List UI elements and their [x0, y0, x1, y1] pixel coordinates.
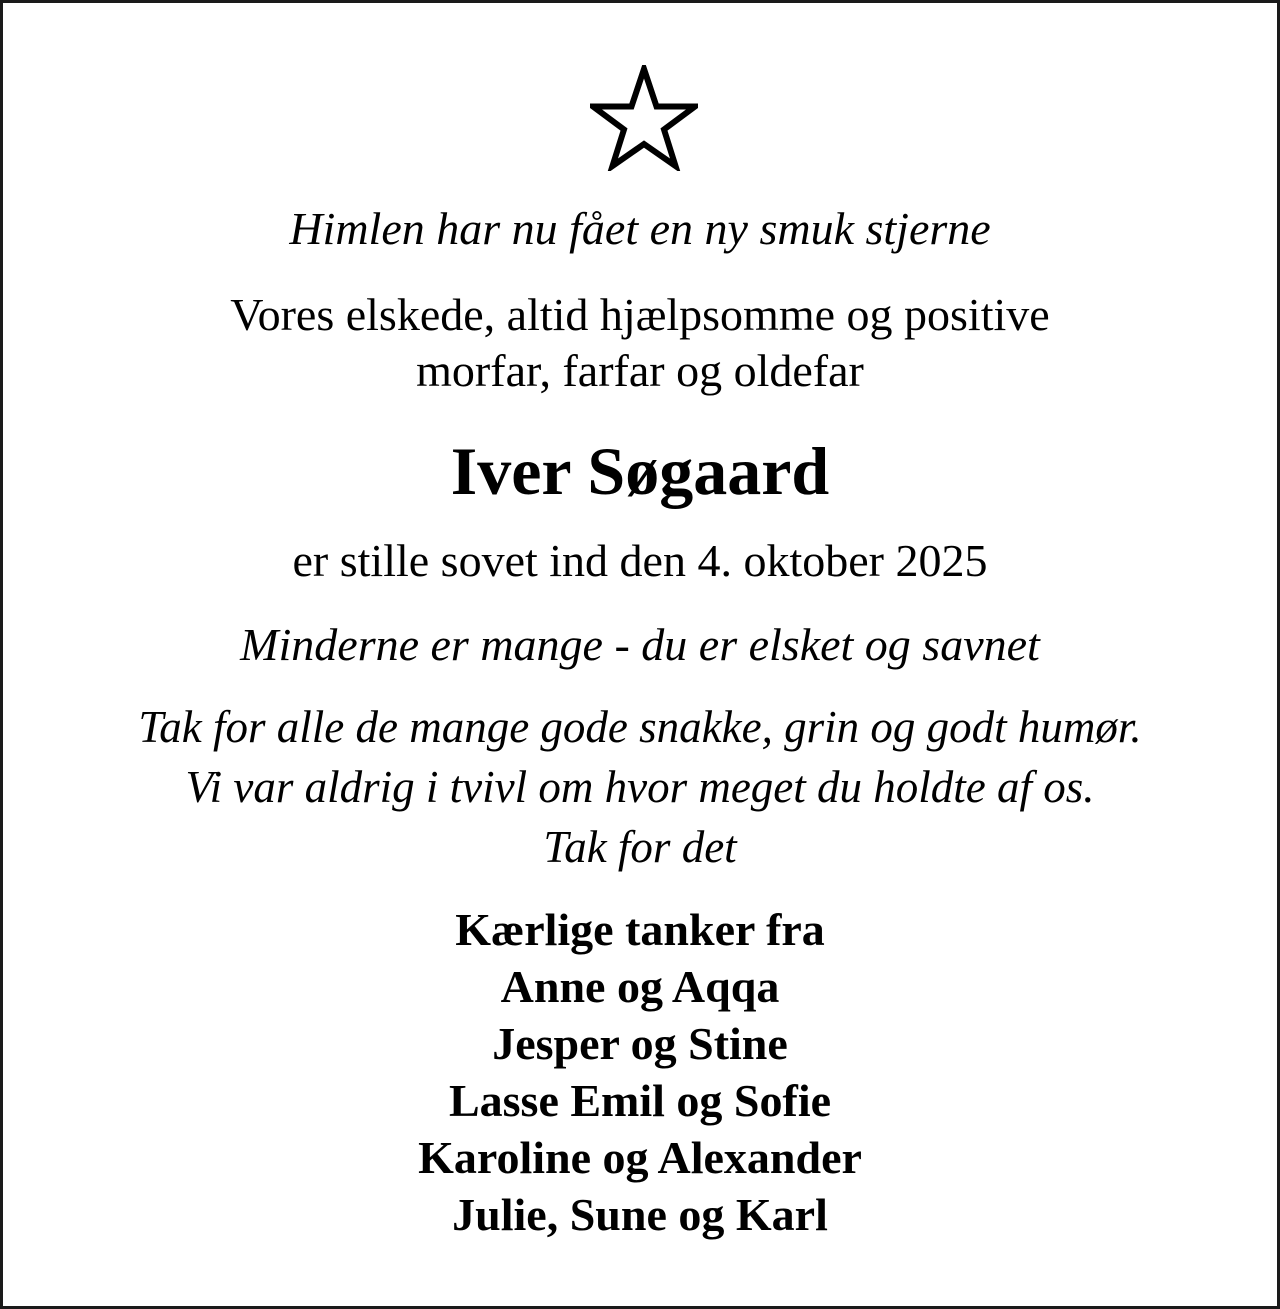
thanks-line-1: Tak for alle de mange gode snakke, grin og godt humør. — [138, 702, 1142, 752]
deceased-name: Iver Søgaard — [450, 433, 830, 509]
memory-line: Minderne er mange - du er elsket og savnet — [240, 619, 1040, 670]
star-outline-icon — [590, 65, 698, 171]
heading-quote: Himlen har nu fået en ny smuk stjerne — [289, 203, 991, 254]
signature-line: Karoline og Alexander — [418, 1132, 862, 1183]
signature-line: Lasse Emil og Sofie — [448, 1075, 832, 1126]
signature-line: Anne og Aqqa — [500, 961, 780, 1012]
signature-line: Julie, Sune og Karl — [452, 1189, 828, 1240]
signature-line: Jesper og Stine — [492, 1018, 788, 1069]
thanks-line-3: Tak for det — [543, 822, 737, 872]
thanks-line-2: Vi var aldrig i tvivl om hvor meget du holdte af os. — [185, 762, 1095, 812]
signature-greeting: Kærlige tanker fra — [455, 904, 825, 955]
intro-line-1: Vores elskede, altid hjælpsomme og positive — [230, 289, 1050, 340]
death-date-line: er stille sovet ind den 4. oktober 2025 — [292, 535, 988, 586]
intro-line-2: morfar, farfar og oldefar — [416, 345, 864, 396]
